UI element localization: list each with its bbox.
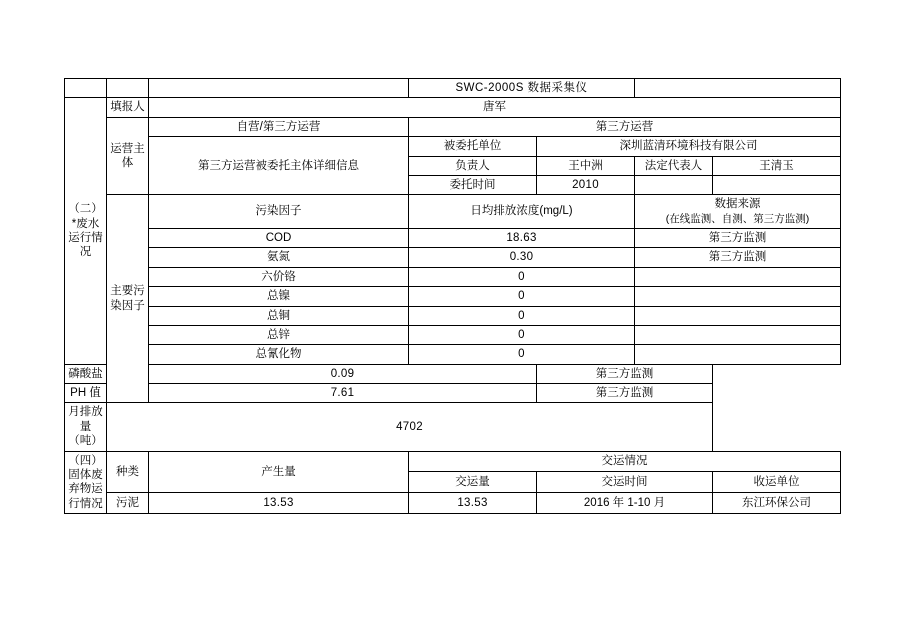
- table-row: [65, 306, 841, 325]
- device-header-cell: SWC-2000S 数据采集仪: [409, 79, 635, 98]
- pollutant-source: [635, 287, 841, 306]
- pollutant-value: 0: [409, 267, 635, 286]
- monthly-discharge-value: 4702: [107, 403, 713, 451]
- table-row: [65, 137, 841, 156]
- table-row: [65, 451, 841, 472]
- source-column-header-line2: (在线监测、自测、第三方监测): [665, 212, 810, 225]
- pollutant-source: 第三方监测: [635, 229, 841, 248]
- pollutant-name: PH 值: [65, 384, 107, 403]
- pollutant-name: 氨氮: [149, 248, 409, 267]
- waste-handover-time: 2016 年 1-10 月: [537, 493, 713, 514]
- pollutant-name: 总镍: [149, 287, 409, 306]
- pollutant-value: 0: [409, 325, 635, 344]
- entrust-time-value: 2010: [537, 175, 635, 194]
- handover-time-label: 交运时间: [537, 472, 713, 493]
- table-row: [65, 325, 841, 344]
- pollutant-value: 0.09: [149, 364, 537, 383]
- pollutant-value: 0: [409, 287, 635, 306]
- pollutant-source: 第三方监测: [537, 364, 713, 383]
- pollutant-value: 0.30: [409, 248, 635, 267]
- table-row: [65, 287, 841, 306]
- pollutant-value: 7.61: [149, 384, 537, 403]
- self-or-third-label: 自营/第三方运营: [149, 117, 409, 136]
- pollutant-source: [635, 267, 841, 286]
- pollutant-name: COD: [149, 229, 409, 248]
- table-row: [65, 403, 841, 451]
- section-two-label: （二）*废水运行情况: [65, 98, 107, 364]
- reporter-value: 唐军: [149, 98, 841, 117]
- principal-value: 王中洲: [537, 156, 635, 175]
- table-row: [65, 493, 841, 514]
- entrusted-unit-value: 深圳蓝清环境科技有限公司: [537, 137, 841, 156]
- table-row: [65, 267, 841, 286]
- pollutant-name: 磷酸盐: [65, 364, 107, 383]
- table-row: [65, 117, 841, 136]
- concentration-column-header: 日均排放浓度(mg/L): [409, 195, 635, 229]
- pollutant-source: [635, 325, 841, 344]
- pollutant-value: 0: [409, 306, 635, 325]
- table-row: [65, 195, 841, 229]
- handover-situation-label: 交运情况: [409, 451, 841, 472]
- legal-rep-label: 法定代表人: [635, 156, 713, 175]
- table-row: [65, 248, 841, 267]
- legal-rep-value: 王清玉: [713, 156, 841, 175]
- main-pollutants-label: 主要污染因子: [107, 195, 149, 403]
- third-party-detail-label: 第三方运营被委托主体详细信息: [149, 137, 409, 195]
- principal-label: 负责人: [409, 156, 537, 175]
- waste-generated-amount: 13.53: [149, 493, 409, 514]
- section-four-label: （四）固体废弃物运行情况: [65, 451, 107, 514]
- pollutant-column-header: 污染因子: [149, 195, 409, 229]
- self-or-third-value: 第三方运营: [409, 117, 841, 136]
- reporter-label: 填报人: [107, 98, 149, 117]
- empty-cell: [635, 175, 713, 194]
- empty-cell: [107, 79, 149, 98]
- table-row: [65, 98, 841, 117]
- environment-report-table: [64, 78, 841, 514]
- table-row: [65, 79, 841, 98]
- waste-handover-amount: 13.53: [409, 493, 537, 514]
- pollutant-source: [635, 345, 841, 364]
- pollutant-value: 0: [409, 345, 635, 364]
- entrust-time-label: 委托时间: [409, 175, 537, 194]
- category-label: 种类: [107, 451, 149, 493]
- empty-cell: [65, 79, 107, 98]
- entrusted-unit-label: 被委托单位: [409, 137, 537, 156]
- table-row: [65, 364, 841, 383]
- pollutant-value: 18.63: [409, 229, 635, 248]
- table-row: [65, 384, 841, 403]
- pollutant-name: 总氰化物: [149, 345, 409, 364]
- empty-cell: [149, 79, 409, 98]
- handover-amount-label: 交运量: [409, 472, 537, 493]
- monthly-discharge-label: 月排放量（吨）: [65, 403, 107, 451]
- pollutant-source: 第三方监测: [537, 384, 713, 403]
- source-column-header: [635, 195, 841, 229]
- generated-amount-label: 产生量: [149, 451, 409, 493]
- empty-cell: [713, 175, 841, 194]
- operator-subject-label: 运营主体: [107, 117, 149, 195]
- waste-receiving-unit: 东江环保公司: [713, 493, 841, 514]
- pollutant-name: 六价铬: [149, 267, 409, 286]
- receiving-unit-label: 收运单位: [713, 472, 841, 493]
- pollutant-name: 总铜: [149, 306, 409, 325]
- waste-category: 污泥: [107, 493, 149, 514]
- pollutant-source: [635, 306, 841, 325]
- table-row: [65, 345, 841, 364]
- pollutant-name: 总锌: [149, 325, 409, 344]
- pollutant-source: 第三方监测: [635, 248, 841, 267]
- table-row: [65, 229, 841, 248]
- source-column-header-line1: 数据来源: [714, 198, 761, 211]
- empty-cell: [635, 79, 841, 98]
